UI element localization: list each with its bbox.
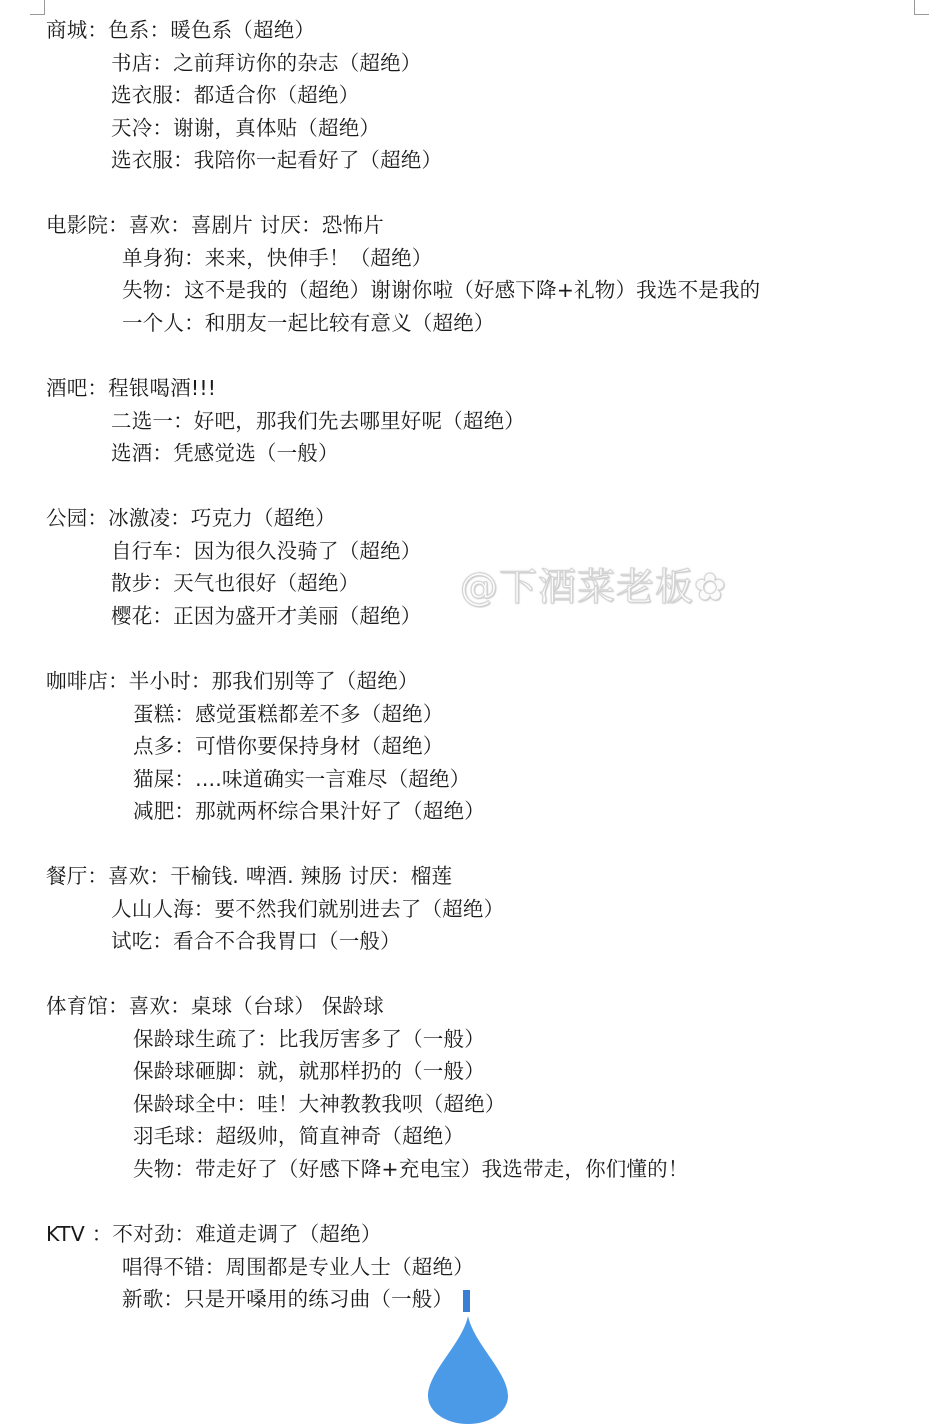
watermark <box>460 562 727 612</box>
text-line: 单身狗：来来，快伸手！（超绝） <box>122 246 433 270</box>
text-line: 减肥：那就两杯综合果汁好了（超绝） <box>133 799 485 823</box>
text-line: 选酒：凭感觉选（一般） <box>111 441 339 465</box>
text-line: 书店：之前拜访你的杂志（超绝） <box>111 51 422 75</box>
text-line: 体育馆：喜欢：桌球（台球） 保龄球 <box>46 994 384 1018</box>
text-line: 天冷：谢谢，真体贴（超绝） <box>111 116 381 140</box>
page-corner-mark-left <box>30 0 45 15</box>
text-line: 保龄球生疏了：比我厉害多了（一般） <box>133 1027 485 1051</box>
text-line: 选衣服：都适合你（超绝） <box>111 83 360 107</box>
text-line: 樱花：正因为盛开才美丽（超绝） <box>111 604 422 628</box>
page-corner-mark-right <box>914 0 929 15</box>
text-line: 电影院：喜欢：喜剧片 讨厌：恐怖片 <box>46 213 384 237</box>
text-line: 试吃：看合不合我胃口（一般） <box>111 929 401 953</box>
cursor-drop-handle-icon[interactable] <box>424 1314 512 1424</box>
text-line: 羽毛球：超级帅，简直神奇（超绝） <box>133 1124 465 1148</box>
text-line: 咖啡店：半小时：那我们别等了（超绝） <box>46 669 419 693</box>
text-cursor-handle[interactable] <box>463 1290 470 1312</box>
text-line: 公园：冰激凌：巧克力（超绝） <box>46 506 336 530</box>
text-line: KTV ：不对劲：难道走调了（超绝） <box>46 1222 382 1246</box>
text-line: 点多：可惜你要保持身材（超绝） <box>133 734 444 758</box>
text-line: 人山人海：要不然我们就别进去了（超绝） <box>111 897 505 921</box>
text-line: 新歌：只是开嗓用的练习曲（一般） <box>122 1287 454 1311</box>
text-line: 餐厅：喜欢：干榆钱. 啤酒. 辣肠 讨厌：榴莲 <box>46 864 453 888</box>
text-line: 自行车：因为很久没骑了（超绝） <box>111 539 422 563</box>
text-line: 商城：色系：暖色系（超绝） <box>46 18 316 42</box>
text-line: 唱得不错：周围都是专业人士（超绝） <box>122 1255 474 1279</box>
text-line: 散步：天气也很好（超绝） <box>111 571 360 595</box>
text-line: 酒吧：程银喝酒!!! <box>46 376 217 400</box>
watermark-text: @下酒菜老板 <box>460 565 695 609</box>
text-line: 保龄球砸脚：就，就那样扔的（一般） <box>133 1059 485 1083</box>
flower-icon: ✿ <box>694 565 727 609</box>
text-line: 失物：带走好了（好感下降+充电宝）我选带走，你们懂的！ <box>133 1157 689 1181</box>
text-line: 失物：这不是我的（超绝）谢谢你啦（好感下降+礼物）我选不是我的 <box>122 278 761 302</box>
text-line: 猫屎：....味道确实一言难尽（超绝） <box>133 767 471 791</box>
text-line: 保龄球全中：哇！大神教教我呗（超绝） <box>133 1092 506 1116</box>
text-line: 二选一：好吧，那我们先去哪里好呢（超绝） <box>111 409 525 433</box>
text-line: 蛋糕：感觉蛋糕都差不多（超绝） <box>133 702 444 726</box>
text-line: 一个人：和朋友一起比较有意义（超绝） <box>122 311 495 335</box>
text-line: 选衣服：我陪你一起看好了（超绝） <box>111 148 443 172</box>
